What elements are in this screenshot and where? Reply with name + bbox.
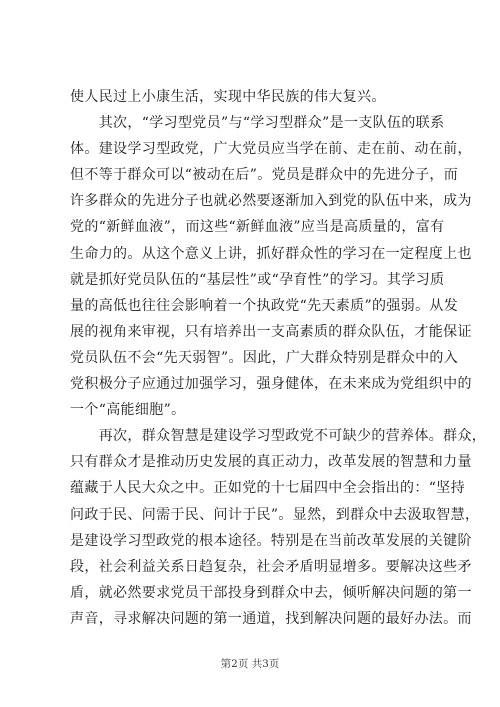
text-line: 声音，寻求解决问题的第一通道，找到解决问题的最好办法。而 [70, 610, 472, 627]
text-line: 许多群众的先进分子也就必然要逐渐加入到党的队伍中来，成为 [70, 193, 472, 210]
text-line: 就是抓好党员队伍的“基层性”或“孕育性”的学习。其学习质 [70, 271, 445, 288]
text-line: 使人民过上小康生活，实现中华民族的伟大复兴。 [70, 89, 386, 105]
text-line: 体。建设学习型政党，广大党员应当学在前、走在前、动在前， [70, 141, 472, 158]
text-line: 但不等于群众可以“被动在后”。党员是群众中的先进分子，而 [70, 167, 459, 184]
page-footer: 第2页 共3页 [220, 658, 280, 670]
text-line: 盾，就必然要求党员干部投身到群众中去，倾听解决问题的第一 [70, 584, 472, 601]
text-line: 是建设学习型政党的根本途径。特别是在当前改革发展的关键阶 [70, 532, 472, 549]
text-line: 展的视角来审视，只有培养出一支高素质的群众队伍，才能保证 [70, 323, 472, 340]
text-line: 党积极分子应通过加强学习，强身健体，在未来成为党组织中的 [70, 376, 472, 393]
text-line: 量的高低也往往会影响着一个执政党“先天素质”的强弱。从发 [70, 297, 459, 314]
text-line: 蕴藏于人民大众之中。正如党的十七届四中全会指出的：“坚持 [70, 480, 465, 497]
text-line: 党员队伍不会“先天弱智”。因此，广大群众特别是群众中的入 [70, 349, 459, 366]
text-line: 其次，“学习型党员”与“学习型群众”是一支队伍的联系 [70, 115, 445, 132]
text-line: 一个“高能细胞”。 [70, 402, 186, 419]
text-line: 问政于民、问需于民、问计于民”。显然，到群众中去汲取智慧， [70, 506, 480, 523]
text-line: 生命力的。从这个意义上讲，抓好群众性的学习在一定程度上也 [70, 245, 472, 262]
body-text [70, 84, 487, 632]
text-line: 党的“新鲜血液”，而这些“新鲜血液”应当是高质量的，富有 [70, 219, 445, 236]
text-line: 只有群众才是推动历史发展的真正动力，改革发展的智慧和力量 [70, 454, 472, 471]
text-line: 段，社会利益关系日趋复杂，社会矛盾明显增多。要解决这些矛 [70, 558, 472, 575]
text-line: 再次，群众智慧是建设学习型政党不可缺少的营养体。群众， [70, 428, 487, 445]
